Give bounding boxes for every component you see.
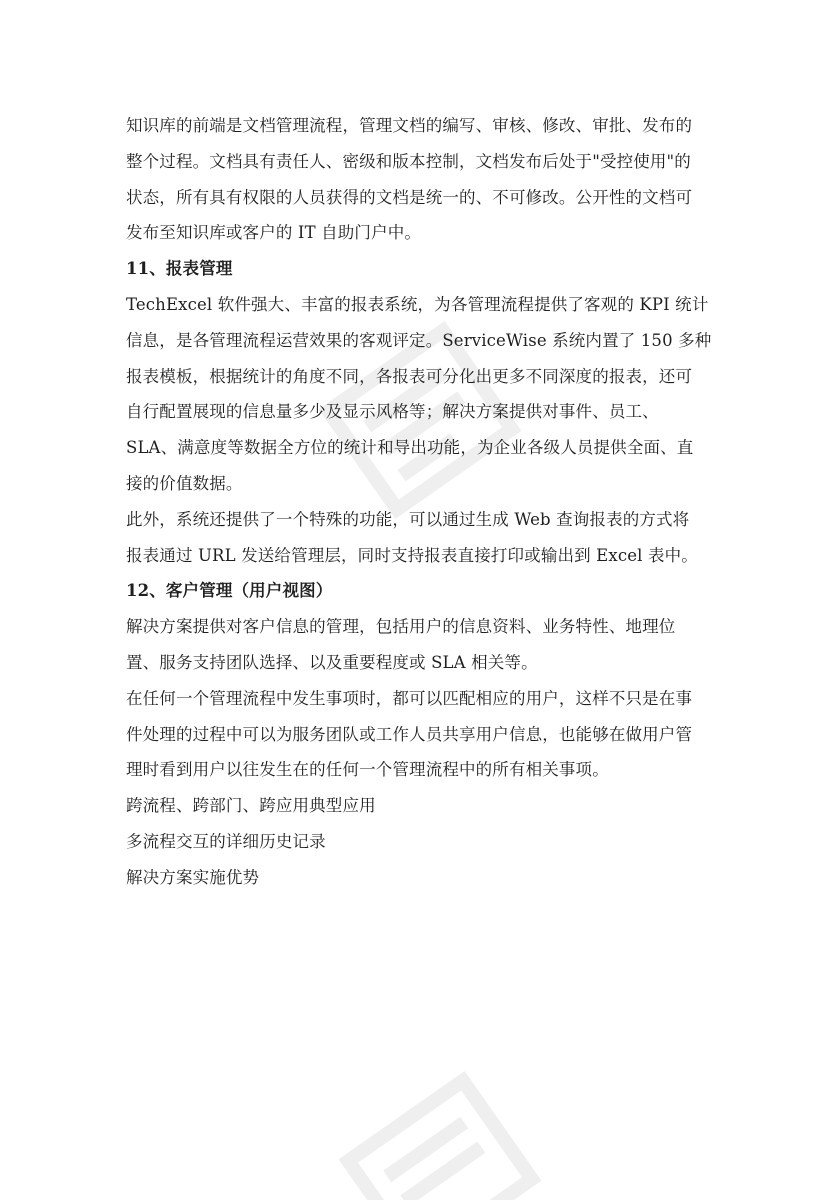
- paragraph-line: 理时看到用户以往发生在的任何一个管理流程中的所有相关事项。: [126, 760, 609, 780]
- paragraph-line: 在任何一个管理流程中发生事项时，都可以匹配相应的用户，这样不只是在事: [126, 688, 693, 708]
- list-item: 解决方案实施优势: [126, 867, 260, 887]
- paragraph-line: 置、服务支持团队选择、以及重要程度或 SLA 相关等。: [126, 652, 538, 672]
- watermark-icon: [330, 1060, 550, 1200]
- section-heading-report-management: 11、报表管理: [126, 259, 233, 279]
- paragraph-line: 接的价值数据。: [126, 473, 243, 493]
- section-heading-customer-management: 12、客户管理（用户视图）: [126, 581, 333, 601]
- paragraph-line: 整个过程。文档具有责任人、密级和版本控制，文档发布后处于"受控使用"的: [126, 151, 691, 171]
- document-body: [126, 108, 712, 896]
- paragraph-line: SLA、满意度等数据全方位的统计和导出功能，为企业各级人员提供全面、直: [126, 438, 694, 458]
- paragraph-line: 解决方案提供对客户信息的管理，包括用户的信息资料、业务特性、地理位: [126, 617, 676, 637]
- paragraph-line: 状态，所有具有权限的人员获得的文档是统一的、不可修改。公开性的文档可: [126, 187, 693, 207]
- paragraph-line: 报表模板，根据统计的角度不同，各报表可分化出更多不同深度的报表，还可: [126, 366, 693, 386]
- paragraph-line: 发布至知识库或客户的 IT 自助门户中。: [126, 223, 422, 243]
- paragraph-line: 报表通过 URL 发送给管理层，同时支持报表直接打印或输出到 Excel 表中。: [126, 545, 698, 565]
- list-item: 多流程交互的详细历史记录: [126, 831, 326, 851]
- paragraph-line: 件处理的过程中可以为服务团队或工作人员共享用户信息，也能够在做用户管: [126, 724, 693, 744]
- paragraph-line: TechExcel 软件强大、丰富的报表系统，为各管理流程提供了客观的 KPI 统计: [126, 294, 709, 314]
- paragraph-line: 知识库的前端是文档管理流程，管理文档的编写、审核、修改、审批、发布的: [126, 116, 693, 135]
- paragraph-line: 自行配置展现的信息量多少及显示风格等；解决方案提供对事件、员工、: [126, 402, 659, 422]
- watermark-stamp-bottom: [330, 1060, 550, 1200]
- list-item: 跨流程、跨部门、跨应用典型应用: [126, 796, 376, 816]
- paragraph-line: 此外，系统还提供了一个特殊的功能，可以通过生成 Web 查询报表的方式将: [126, 509, 690, 529]
- paragraph-line: 信息，是各管理流程运营效果的客观评定。ServiceWise 系统内置了 150 多种: [126, 330, 712, 350]
